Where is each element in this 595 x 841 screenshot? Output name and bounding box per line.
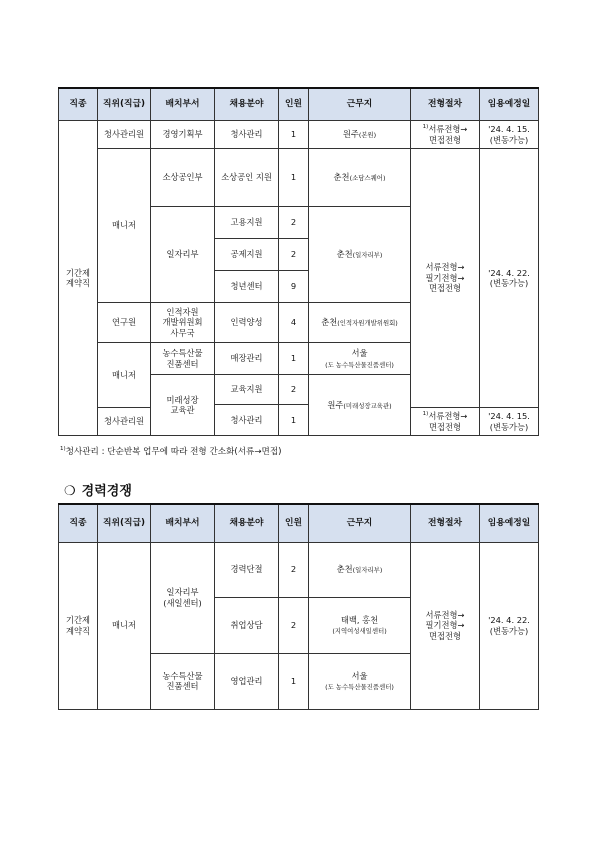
date-cell: '24. 4. 15. (변동가능) — [480, 121, 539, 149]
field-cell: 공제지원 — [215, 239, 279, 271]
header-job-type: 직종 — [59, 504, 98, 542]
dept-cell: 농수특산물 진품센터 — [151, 653, 215, 709]
table-header-row — [59, 504, 539, 542]
location-cell: 춘천(소담스퀘어) — [309, 149, 411, 207]
table-row — [59, 121, 539, 149]
section-heading: ❍ 경력경쟁 — [64, 484, 132, 499]
procedure-cell: $^{1)}$서류전형→ 면접전형 — [411, 121, 480, 149]
dept-cell: 소상공인부 — [151, 149, 215, 207]
date-cell: '24. 4. 22. (변동가능) — [480, 149, 539, 408]
location-cell: 춘천(일자리부) — [309, 542, 411, 597]
count-cell: 2 — [279, 542, 309, 597]
field-cell: 영업관리 — [215, 653, 279, 709]
position-cell: 연구원 — [98, 303, 151, 343]
procedure-cell: 서류전형→ 필기전형→ 면접전형 — [411, 542, 480, 709]
position-cell: 매니저 — [98, 343, 151, 408]
location-cell: 춘천(일자리부) — [309, 207, 411, 303]
job-type-cell: 기간제 계약직 — [59, 121, 98, 436]
dept-cell: 일자리부 — [151, 207, 215, 303]
field-cell: 경력단절 — [215, 542, 279, 597]
count-cell: 1 — [279, 343, 309, 375]
field-cell: 취업상담 — [215, 597, 279, 653]
header-location: 근무지 — [309, 504, 411, 542]
count-cell: 9 — [279, 271, 309, 303]
procedure-cell: 서류전형→ 필기전형→ 면접전형 — [411, 149, 480, 408]
position-cell: 매니저 — [98, 149, 151, 303]
count-cell: 2 — [279, 207, 309, 239]
count-cell: 2 — [279, 597, 309, 653]
location-cell: 원주(본원) — [309, 121, 411, 149]
field-cell: 매장관리 — [215, 343, 279, 375]
table-header-row — [59, 88, 539, 121]
header-procedure: 전형절차 — [411, 504, 480, 542]
footnote: $^{1)}$청사관리 : 단순반복 업무에 따라 전형 간소화(서류→면접) — [60, 446, 282, 457]
count-cell: 1 — [279, 149, 309, 207]
location-cell: 서울 (도 농수특산물진품센터) — [309, 653, 411, 709]
header-position: 직위(직급) — [98, 504, 151, 542]
count-cell: 1 — [279, 121, 309, 149]
dept-cell: 일자리부 (새일센터) — [151, 542, 215, 653]
header-field: 채용분야 — [215, 88, 279, 121]
count-cell: 4 — [279, 303, 309, 343]
field-cell: 청사관리 — [215, 405, 279, 436]
field-cell: 청사관리 — [215, 121, 279, 149]
location-cell: 태백, 홍천 (지역여성새일센터) — [309, 597, 411, 653]
job-type-cell: 기간제 계약직 — [59, 542, 98, 709]
field-cell: 인력양성 — [215, 303, 279, 343]
table-row — [59, 542, 539, 597]
position-cell: 청사관리원 — [98, 121, 151, 149]
header-dept: 배치부서 — [151, 88, 215, 121]
header-dept: 배치부서 — [151, 504, 215, 542]
location-cell: 서울 (도 농수특산물진품센터) — [309, 343, 411, 375]
count-cell: 1 — [279, 405, 309, 436]
count-cell: 2 — [279, 375, 309, 405]
position-cell: 청사관리원 — [98, 408, 151, 436]
header-date: 임용예정일 — [480, 88, 539, 121]
dept-cell: 농수특산물 진품센터 — [151, 343, 215, 375]
field-cell: 청년센터 — [215, 271, 279, 303]
header-field: 채용분야 — [215, 504, 279, 542]
procedure-cell: $^{1)}$서류전형→ 면접전형 — [411, 408, 480, 436]
header-location: 근무지 — [309, 88, 411, 121]
position-cell: 매니저 — [98, 542, 151, 709]
header-job-type: 직종 — [59, 88, 98, 121]
header-procedure: 전형절차 — [411, 88, 480, 121]
header-count: 인원 — [279, 88, 309, 121]
location-cell: 원주(미래성장교육관) — [309, 375, 411, 436]
header-position: 직위(직급) — [98, 88, 151, 121]
field-cell: 교육지원 — [215, 375, 279, 405]
field-cell: 고용지원 — [215, 207, 279, 239]
count-cell: 2 — [279, 239, 309, 271]
header-date: 임용예정일 — [480, 504, 539, 542]
table-row — [59, 149, 539, 207]
recruit-table-2 — [58, 503, 539, 710]
dept-cell: 인적자원 개발위원회 사무국 — [151, 303, 215, 343]
location-cell: 춘천(인적자원개발위원회) — [309, 303, 411, 343]
field-cell: 소상공인 지원 — [215, 149, 279, 207]
dept-cell: 미래성장 교육관 — [151, 375, 215, 436]
header-count: 인원 — [279, 504, 309, 542]
count-cell: 1 — [279, 653, 309, 709]
dept-cell: 경영기획부 — [151, 121, 215, 149]
recruit-table-1 — [58, 87, 539, 436]
date-cell: '24. 4. 15. (변동가능) — [480, 408, 539, 436]
date-cell: '24. 4. 22. (변동가능) — [480, 542, 539, 709]
